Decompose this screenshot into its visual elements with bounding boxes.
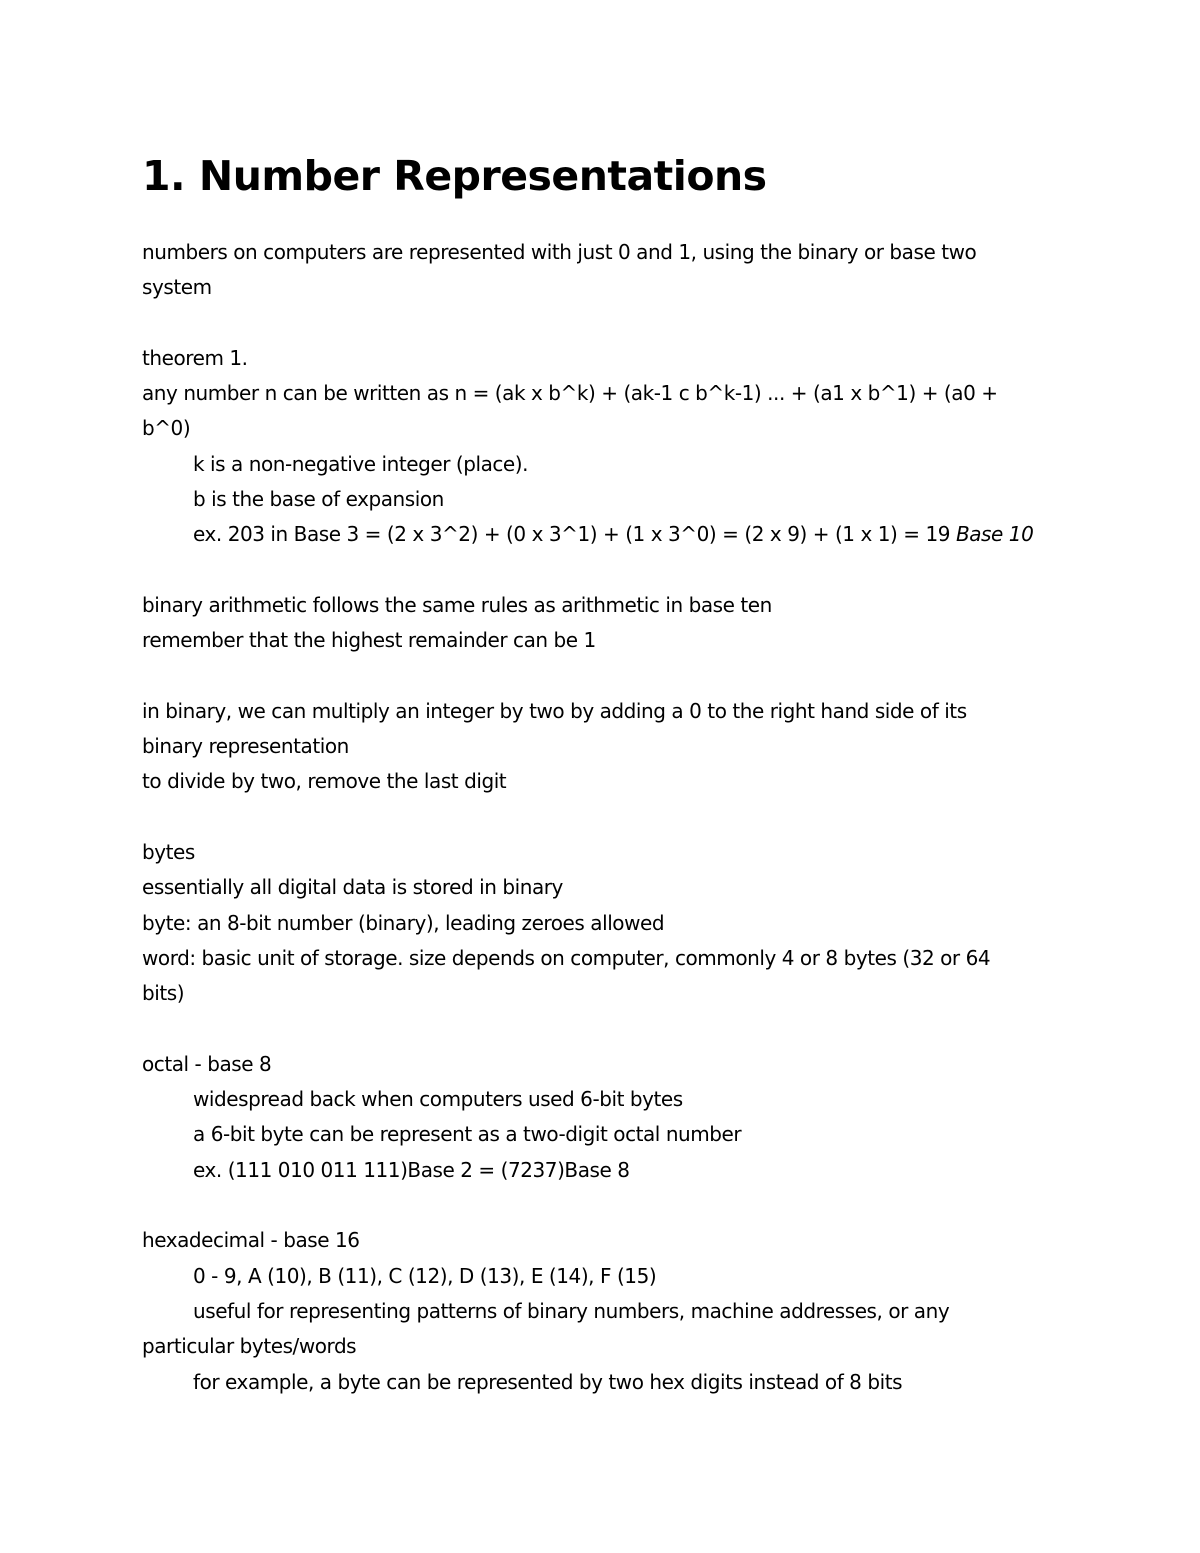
hex-line: particular bytes/words	[142, 1334, 357, 1359]
theorem-example	[142, 517, 1062, 552]
document-body	[142, 235, 1062, 1400]
theorem-example-base: Base 10	[955, 522, 1034, 547]
hex-line: useful for representing patterns of binary numbers, machine addresses, or any	[193, 1298, 950, 1323]
arithmetic-line: binary arithmetic follows the same rules as arithmetic in base ten	[142, 592, 772, 617]
octal-example: ex. (111 010 011 111)Base 2 = (7237)Base 8	[193, 1157, 630, 1182]
theorem-b-definition: b is the base of expansion	[193, 487, 444, 512]
page-title: 1. Number Representations	[142, 152, 767, 200]
octal-heading: octal - base 8	[142, 1051, 272, 1076]
bytes-line: essentially all digital data is stored in binary	[142, 875, 563, 900]
intro-line: system	[142, 275, 212, 300]
hex-line: 0 - 9, A (10), B (11), C (12), D (13), E (14), F (15)	[193, 1263, 657, 1288]
octal-line: a 6-bit byte can be represent as a two-digit octal number	[193, 1122, 742, 1147]
blank-line	[142, 659, 1062, 694]
blank-line	[142, 306, 1062, 341]
multiply-line: to divide by two, remove the last digit	[142, 769, 507, 794]
intro-line: numbers on computers are represented with just 0 and 1, using the binary or base two	[142, 240, 977, 264]
octal-line: widespread back when computers used 6-bit bytes	[193, 1087, 683, 1112]
arithmetic-line: remember that the highest remainder can be 1	[142, 628, 596, 653]
theorem-formula: b^0)	[142, 416, 191, 441]
blank-line	[142, 800, 1062, 835]
hex-line: for example, a byte can be represented by two hex digits instead of 8 bits	[193, 1369, 903, 1394]
blank-line	[142, 1012, 1062, 1047]
multiply-line: binary representation	[142, 734, 349, 759]
theorem-formula: any number n can be written as n = (ak x b^k) + (ak-1 c b^k-1) ... + (a1 x b^1) + (a0 +	[142, 381, 998, 406]
blank-line	[142, 553, 1062, 588]
multiply-line: in binary, we can multiply an integer by two by adding a 0 to the right hand side of its	[142, 698, 967, 723]
theorem-k-definition: k is a non-negative integer (place).	[193, 451, 529, 476]
blank-line	[142, 1188, 1062, 1223]
hex-heading: hexadecimal - base 16	[142, 1228, 360, 1253]
bytes-line: word: basic unit of storage. size depends on computer, commonly 4 or 8 bytes (32 or 64	[142, 945, 991, 970]
bytes-heading: bytes	[142, 840, 195, 865]
theorem-heading: theorem 1.	[142, 345, 248, 370]
bytes-line: byte: an 8-bit number (binary), leading zeroes allowed	[142, 910, 665, 935]
bytes-line: bits)	[142, 981, 185, 1006]
theorem-example-text: ex. 203 in Base 3 = (2 x 3^2) + (0 x 3^1) + (1 x 3^0) = (2 x 9) + (1 x 1) = 19	[193, 522, 956, 547]
